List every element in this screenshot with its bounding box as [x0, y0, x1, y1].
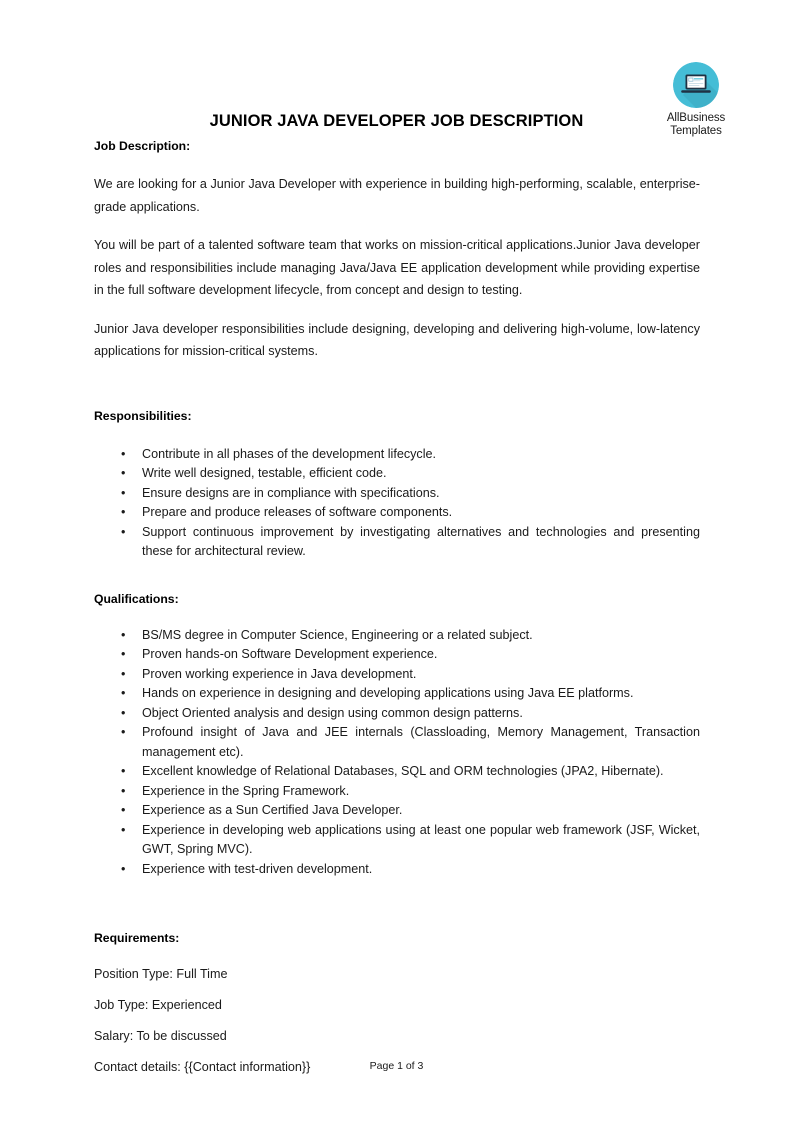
job-description-paragraph-2: You will be part of a talented software team that works on mission-critical applications.Junior Java developer roles and responsibilities include managing Java/Java EE application development while providing expertise in the full software development lifecycle, from concept and design to testing.	[94, 238, 700, 297]
requirement-salary: Salary: To be discussed	[94, 1029, 227, 1043]
job-description-paragraph-1: We are looking for a Junior Java Developer with experience in building high-performing, scalable, enterprise-grade applications.	[94, 177, 700, 214]
page-footer: Page 1 of 3	[369, 1060, 424, 1072]
list-item	[94, 464, 700, 484]
list-item-text: • Write well designed, testable, efficient code.	[142, 466, 387, 480]
list-item-text: • BS/MS degree in Computer Science, Engineering or a related subject.	[142, 627, 533, 642]
list-item	[94, 821, 700, 860]
list-item-text: • Hands on experience in designing and developing applications using Java EE platforms.	[142, 686, 634, 700]
list-item-text: • Experience as a Sun Certified Java Developer.	[142, 803, 403, 817]
job-description-paragraph-3: Junior Java developer responsibilities include designing, developing and delivering high-volume, low-latency applications for mission-critical systems.	[94, 321, 700, 358]
list-item	[94, 782, 700, 802]
list-item-text: • Experience in developing web applications using at least one popular web framework (JSF, Wicket, GWT, Spring MVC).	[142, 822, 700, 856]
list-item	[94, 762, 700, 782]
laptop-icon	[673, 62, 719, 108]
list-item	[94, 503, 700, 523]
job-description-heading: Job Description:	[94, 139, 191, 153]
requirement-job-type: Job Type: Experienced	[94, 998, 222, 1012]
logo-caption-line2: Templates	[670, 125, 722, 137]
list-item-text: • Proven hands-on Software Development experience.	[142, 647, 438, 661]
list-item	[94, 523, 700, 562]
qualifications-list	[94, 626, 700, 880]
list-item-text: • Profound insight of Java and JEE internals (Classloading, Memory Management, Transaction management etc).	[142, 725, 700, 759]
list-item	[94, 484, 700, 504]
list-item	[94, 626, 700, 646]
list-item-text: • Object Oriented analysis and design using common design patterns.	[142, 705, 523, 720]
list-item-text: • Support continuous improvement by investigating alternatives and technologies and presenting these for architectural review.	[142, 524, 700, 558]
responsibilities-heading: Responsibilities:	[94, 408, 192, 423]
document-body	[94, 139, 700, 1077]
list-item	[94, 665, 700, 685]
list-item	[94, 645, 700, 665]
list-item-text: • Experience with test-driven development.	[142, 861, 373, 876]
requirement-contact-details: Contact details: {{Contact information}}	[94, 1060, 311, 1074]
logo-caption-line1: AllBusiness	[666, 112, 726, 124]
list-item	[94, 684, 700, 704]
list-item-text: • Prepare and produce releases of software components.	[142, 505, 453, 519]
requirements-heading: Requirements:	[94, 931, 180, 945]
responsibilities-list	[94, 445, 700, 562]
list-item	[94, 723, 700, 762]
list-item	[94, 801, 700, 821]
list-item	[94, 860, 700, 880]
list-item-text: • Ensure designs are in compliance with specifications.	[142, 485, 440, 500]
list-item-text: • Proven working experience in Java development.	[142, 666, 417, 681]
list-item	[94, 445, 700, 465]
list-item	[94, 704, 700, 724]
qualifications-heading: Qualifications:	[94, 591, 179, 606]
requirement-position-type: Position Type: Full Time	[94, 967, 228, 981]
list-item-text: • Excellent knowledge of Relational Databases, SQL and ORM technologies (JPA2, Hibernate).	[142, 764, 664, 778]
list-item-text: • Experience in the Spring Framework.	[142, 783, 350, 798]
page-title: JUNIOR JAVA DEVELOPER JOB DESCRIPTION	[209, 112, 584, 130]
list-item-text: • Contribute in all phases of the development lifecycle.	[142, 446, 437, 461]
